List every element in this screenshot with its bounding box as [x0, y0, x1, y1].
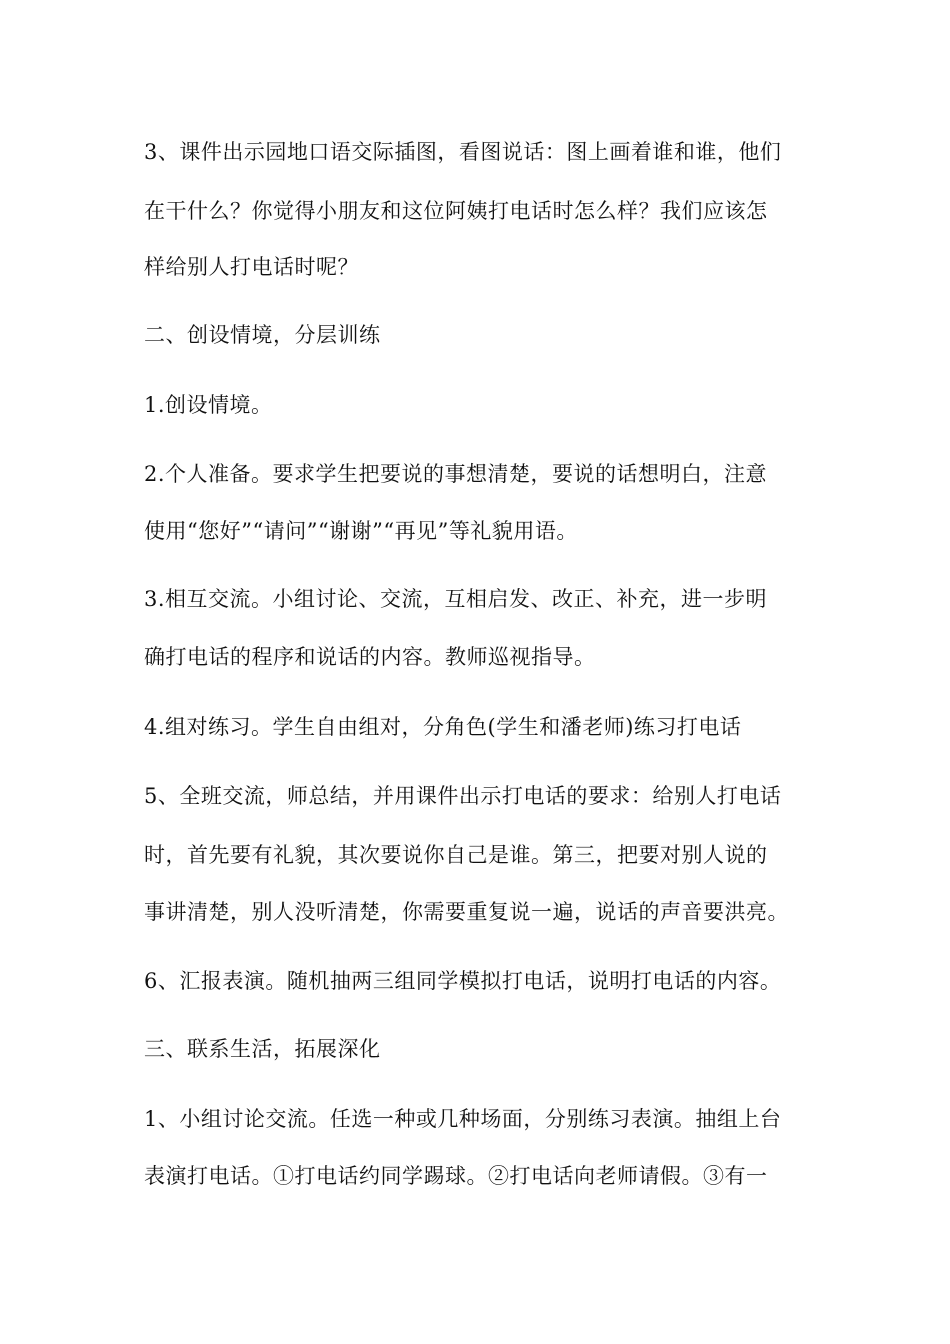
paragraph-line: 5、全班交流，师总结，并用课件出示打电话的要求：给别人打电话: [144, 784, 782, 808]
paragraph-line: 确打电话的程序和说话的内容。教师巡视指导。: [144, 645, 596, 669]
paragraph-line: 使用“您好”“请问”“谢谢”“再见”等礼貌用语。: [144, 519, 578, 543]
paragraph-line: 1.创设情境。: [144, 393, 273, 417]
paragraph-line: 1、小组讨论交流。任选一种或几种场面，分别练习表演。抽组上台: [144, 1107, 782, 1131]
paragraph-line: 在干什么？你觉得小朋友和这位阿姨打电话时怎么样？我们应该怎: [144, 199, 768, 223]
section-heading: 二、创设情境，分层训练: [144, 323, 381, 347]
section-heading: 三、联系生活，拓展深化: [144, 1037, 381, 1061]
paragraph-line: 表演打电话。①打电话约同学踢球。②打电话向老师请假。③有一: [144, 1164, 768, 1188]
paragraph-line: 事讲清楚，别人没听清楚，你需要重复说一遍，说话的声音要洪亮。: [144, 900, 789, 924]
paragraph-line: 2.个人准备。要求学生把要说的事想清楚，要说的话想明白，注意: [144, 462, 768, 486]
paragraph-line: 4.组对练习。学生自由组对，分角色(学生和潘老师)练习打电话: [144, 715, 742, 739]
paragraph-line: 3.相互交流。小组讨论、交流，互相启发、改正、补充，进一步明: [144, 587, 768, 611]
paragraph-line: 时，首先要有礼貌，其次要说你自己是谁。第三，把要对别人说的: [144, 843, 768, 867]
paragraph-line: 样给别人打电话时呢？: [144, 255, 359, 279]
paragraph-line: 6、汇报表演。随机抽两三组同学模拟打电话，说明打电话的内容。: [144, 969, 782, 993]
paragraph-line: 3、课件出示园地口语交际插图，看图说话：图上画着谁和谁，他们: [144, 140, 782, 164]
